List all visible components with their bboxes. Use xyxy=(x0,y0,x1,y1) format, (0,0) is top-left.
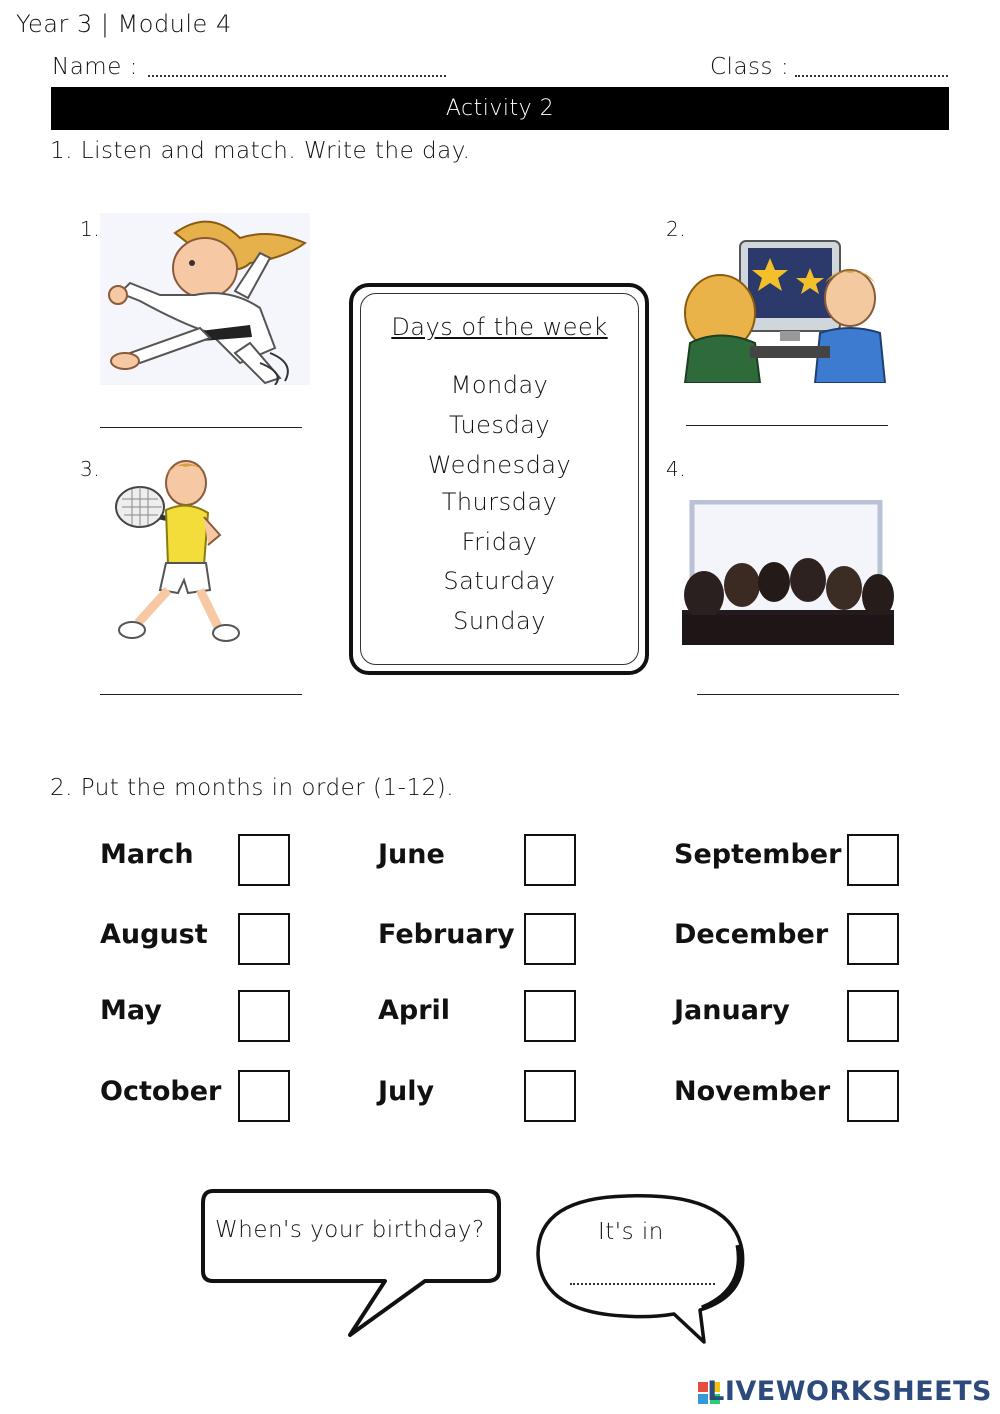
item-number-3: 3. xyxy=(80,457,101,481)
month-order-box[interactable] xyxy=(847,1070,899,1122)
question-speech-bubble xyxy=(195,1185,515,1345)
cinema-audience-image xyxy=(682,500,894,645)
day-sunday: Sunday xyxy=(453,607,546,635)
day-friday: Friday xyxy=(461,528,538,556)
kids-at-computer-image xyxy=(680,238,888,383)
name-field[interactable] xyxy=(148,75,446,77)
month-label: September xyxy=(674,839,842,870)
day-wednesday: Wednesday xyxy=(427,451,572,479)
day-thursday: Thursday xyxy=(441,488,558,516)
liveworksheets-logo[interactable]: LIVEWORKSHEETS xyxy=(707,1376,992,1407)
answer-line-2[interactable] xyxy=(686,425,888,426)
month-label: January xyxy=(674,995,790,1026)
worksheet-header: Year 3 | Module 4 xyxy=(16,10,232,38)
birthday-answer-field[interactable] xyxy=(570,1283,715,1285)
name-label: Name : xyxy=(52,54,138,80)
answer-speech-bubble xyxy=(532,1190,754,1350)
answer-line-1[interactable] xyxy=(100,427,302,428)
item-number-1: 1. xyxy=(80,217,101,241)
month-order-box[interactable] xyxy=(847,913,899,965)
month-order-box[interactable] xyxy=(847,990,899,1042)
month-label: June xyxy=(378,839,445,870)
item-number-2: 2. xyxy=(666,217,687,241)
section2-instruction: 2. Put the months in order (1-12). xyxy=(50,775,455,801)
tennis-player-image xyxy=(108,455,248,655)
class-field[interactable] xyxy=(795,75,948,77)
month-label: December xyxy=(674,919,829,950)
day-saturday: Saturday xyxy=(443,567,556,595)
month-label: February xyxy=(378,919,515,950)
month-order-box[interactable] xyxy=(238,834,290,886)
month-order-box[interactable] xyxy=(524,834,576,886)
month-order-box[interactable] xyxy=(238,990,290,1042)
month-label: October xyxy=(100,1076,222,1107)
days-box-title: Days of the week xyxy=(391,313,608,341)
activity-title-bar: Activity 2 xyxy=(51,87,949,130)
answer-line-4[interactable] xyxy=(697,694,899,695)
class-label: Class : xyxy=(710,54,790,80)
month-label: May xyxy=(100,995,162,1026)
month-label: August xyxy=(100,919,208,950)
month-order-box[interactable] xyxy=(524,913,576,965)
item-number-4: 4. xyxy=(666,457,687,481)
month-order-box[interactable] xyxy=(524,1070,576,1122)
month-label: November xyxy=(674,1076,831,1107)
month-order-box[interactable] xyxy=(238,913,290,965)
month-label: March xyxy=(100,839,194,870)
month-order-box[interactable] xyxy=(524,990,576,1042)
day-monday: Monday xyxy=(450,371,549,399)
month-order-box[interactable] xyxy=(847,834,899,886)
section1-instruction: 1. Listen and match. Write the day. xyxy=(50,138,471,164)
birthday-answer-prefix: It's in xyxy=(598,1219,664,1245)
answer-line-3[interactable] xyxy=(100,694,302,695)
birthday-question: When's your birthday? xyxy=(215,1217,485,1243)
karate-girl-image xyxy=(100,213,310,385)
month-label: July xyxy=(378,1076,435,1107)
month-label: April xyxy=(378,995,451,1026)
day-tuesday: Tuesday xyxy=(448,411,551,439)
month-order-box[interactable] xyxy=(238,1070,290,1122)
